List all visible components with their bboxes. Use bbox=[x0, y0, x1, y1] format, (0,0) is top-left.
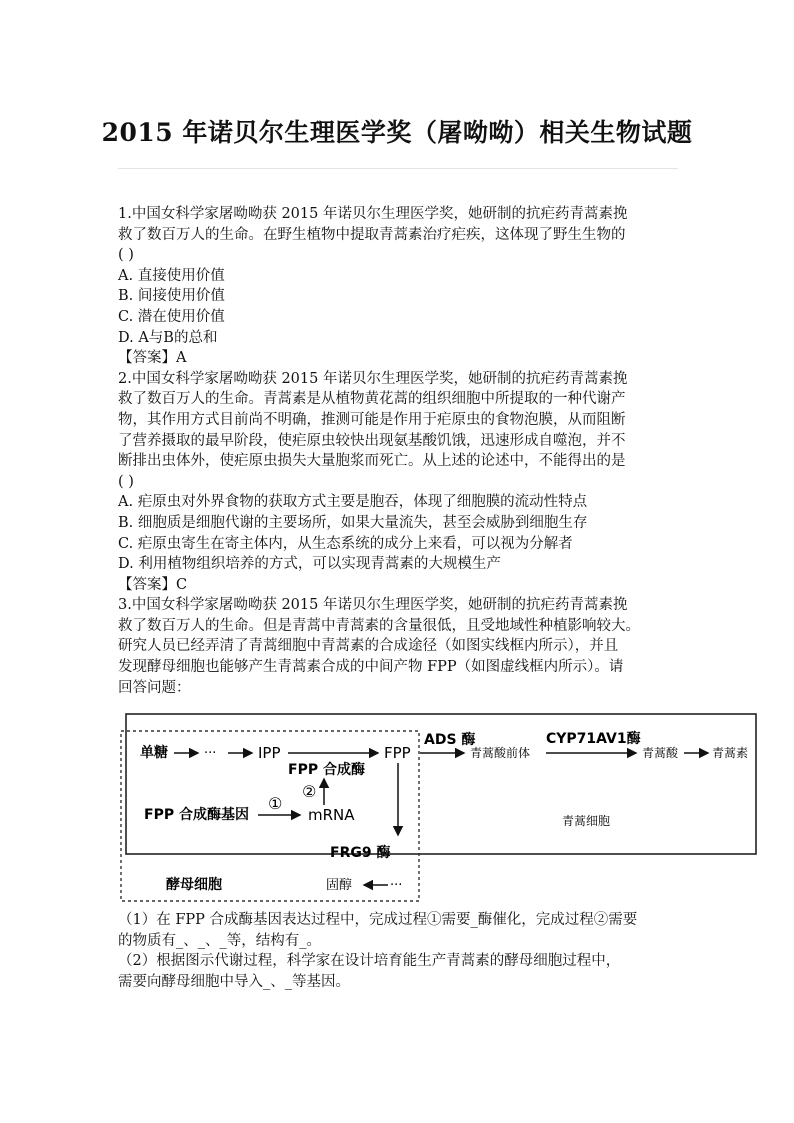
dots-label: ··· bbox=[204, 746, 217, 761]
question-1 bbox=[118, 204, 683, 369]
option-a: A. 疟原虫对外界食物的获取方式主要是胞吞，体现了细胞膜的流动性特点 bbox=[118, 494, 588, 511]
answer: 【答案】A bbox=[118, 350, 187, 367]
option-c: C. 潜在使用价值 bbox=[118, 308, 225, 325]
option-b: B. 间接使用价值 bbox=[118, 288, 225, 305]
cyp-enzyme-label: CYP71AV1酶 bbox=[546, 731, 641, 747]
question-2 bbox=[118, 369, 683, 596]
ipp-label: IPP bbox=[258, 744, 281, 762]
question-text: ( ) bbox=[118, 247, 134, 264]
ads-enzyme-label: ADS 酶 bbox=[424, 732, 476, 748]
question-text: 了营养摄取的最早阶段，使疟原虫较快出现氨基酸饥饿，迅速形成自噬泡，并不 bbox=[118, 432, 626, 449]
fpp-gene-label: FPP 合成酶基因 bbox=[144, 807, 249, 823]
frg9-enzyme-label: FRG9 酶 bbox=[330, 845, 391, 861]
question-text: 1.中国女科学家屠呦呦获 2015 年诺贝尔生理医学奖，她研制的抗疟药青蒿素挽 bbox=[118, 206, 628, 222]
fpp-label: FPP bbox=[384, 744, 411, 762]
step-1-label: ① bbox=[268, 794, 283, 813]
sub-question-text: （2）根据图示代谢过程，科学家在设计培育能生产青蒿素的酵母细胞过程中， bbox=[118, 953, 621, 970]
sub-question-text: 的物质有_、_、_等，结构有_。 bbox=[118, 932, 321, 949]
step-2-label: ② bbox=[302, 782, 317, 801]
sub-question-text: （1）在 FPP 合成酶基因表达过程中，完成过程①需要_酶催化，完成过程②需要 bbox=[118, 912, 638, 928]
question-text: 救了数百万人的生命。在野生植物中提取青蒿素治疗疟疾，这体现了野生生物的 bbox=[118, 226, 626, 243]
answer: 【答案】C bbox=[118, 576, 188, 593]
question-text: 发现酵母细胞也能够产生青蒿素合成的中间产物 FPP（如图虚线框内所示）。请 bbox=[118, 659, 624, 676]
option-a: A. 直接使用价值 bbox=[118, 267, 225, 284]
artemisinic-acid-label: 青蒿酸 bbox=[642, 746, 679, 760]
fpp-synthase-label: FPP 合成酶 bbox=[288, 762, 365, 778]
page-title: 2015 年诺贝尔生理医学奖（屠呦呦）相关生物试题 bbox=[101, 118, 693, 147]
monosaccharide-label: 单糖 bbox=[140, 745, 168, 761]
option-d: D. 利用植物组织培养的方式，可以实现青蒿素的大规模生产 bbox=[118, 556, 501, 573]
option-b: B. 细胞质是细胞代谢的主要场所，如果大量流失，甚至会威胁到细胞生存 bbox=[118, 514, 588, 531]
question-text: 2.中国女科学家屠呦呦获 2015 年诺贝尔生理医学奖，她研制的抗疟药青蒿素挽 bbox=[118, 370, 628, 387]
question-text: 回答问题： bbox=[118, 679, 191, 696]
question-text: 救了数百万人的生命。青蒿素是从植物黄花蒿的组织细胞中所提取的一种代谢产 bbox=[118, 391, 626, 408]
synthesis-pathway-diagram bbox=[118, 711, 758, 907]
mrna-label: mRNA bbox=[308, 806, 355, 824]
option-c: C. 疟原虫寄生在寄主体内，从生态系统的成分上来看，可以视为分解者 bbox=[118, 535, 573, 552]
question-text: ( ) bbox=[118, 473, 134, 490]
question-text: 断排出虫体外，使疟原虫损失大量胞浆而死亡。从上述的论述中，不能得出的是 bbox=[118, 453, 626, 470]
sub-question-text: 需要向酵母细胞中导入_、_等基因。 bbox=[118, 973, 350, 990]
artemisinin-label: 青蒿素 bbox=[712, 746, 749, 760]
option-d: D. A与B的总和 bbox=[118, 329, 218, 346]
question-text: 研究人员已经弄清了青蒿细胞中青蒿素的合成途径（如图实线框内所示），并且 bbox=[118, 638, 619, 655]
question-text: 3.中国女科学家屠呦呦获 2015 年诺贝尔生理医学奖，她研制的抗疟药青蒿素挽 bbox=[118, 597, 628, 614]
plant-cell-label: 青蒿细胞 bbox=[562, 814, 611, 828]
yeast-cell-label: 酵母细胞 bbox=[166, 877, 222, 893]
question-3 bbox=[118, 595, 683, 698]
question-3-subquestions bbox=[118, 910, 683, 992]
question-text: 救了数百万人的生命。但是青蒿中青蒿素的含量很低，且受地域性种植影响较大。 bbox=[118, 617, 640, 634]
title-divider bbox=[118, 168, 678, 169]
sterol-label: 固醇 bbox=[326, 878, 353, 893]
dots-label: ··· bbox=[390, 878, 403, 893]
questions-part-1 bbox=[118, 204, 683, 698]
question-text: 物，其作用方式目前尚不明确，推测可能是作用于疟原虫的食物泡膜，从而阻断 bbox=[118, 411, 626, 428]
precursor-label: 青蒿酸前体 bbox=[470, 746, 531, 760]
